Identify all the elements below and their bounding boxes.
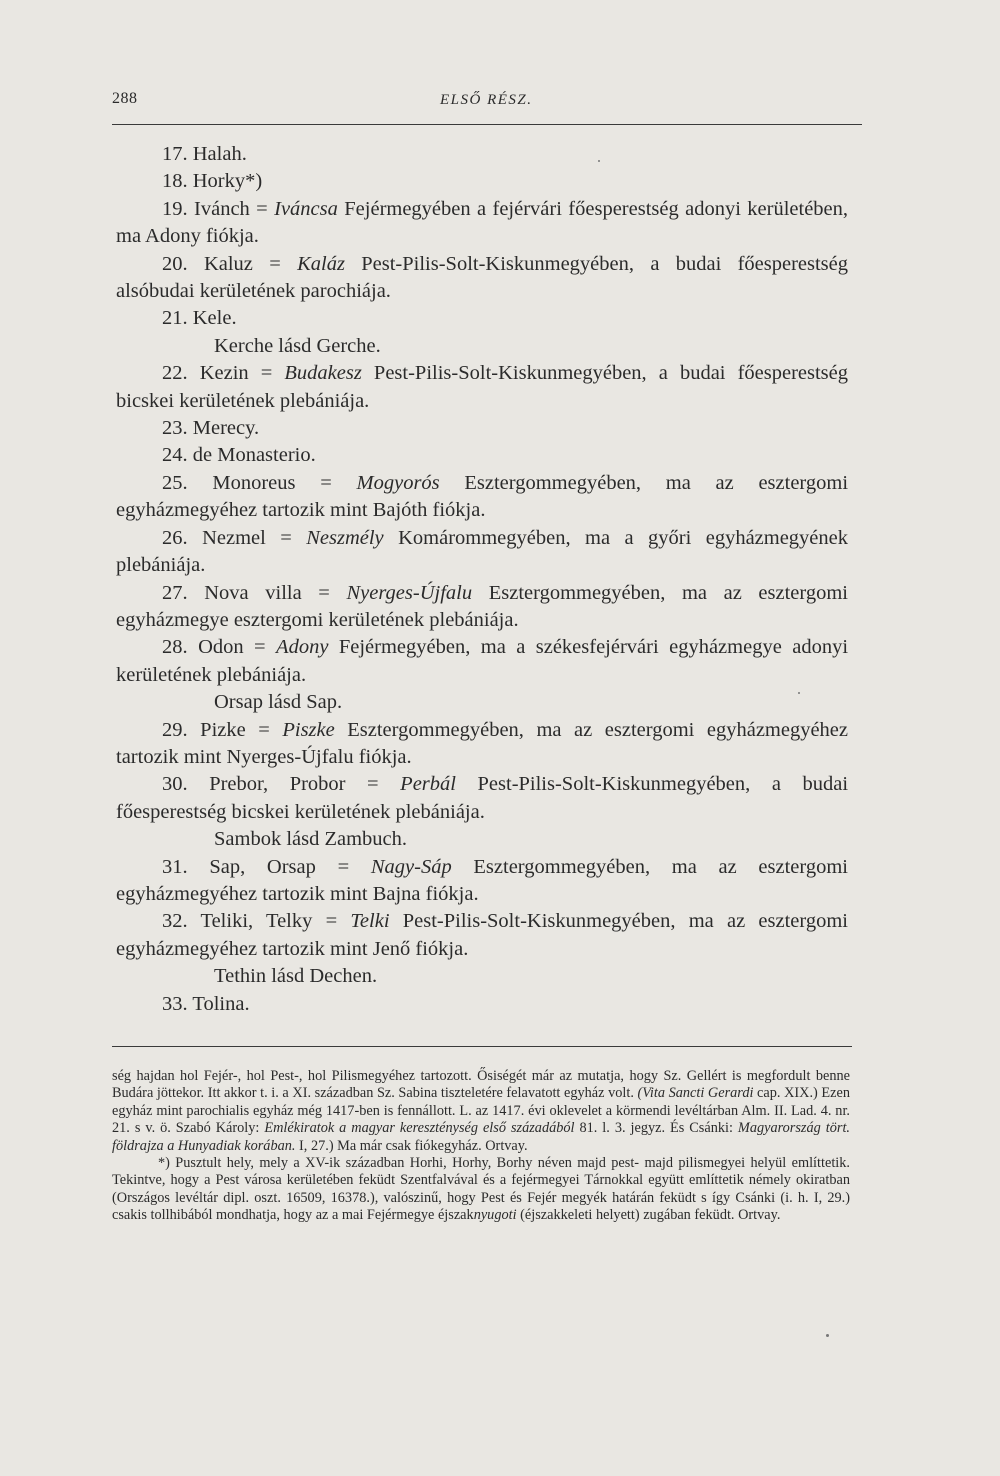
- footnote-run: (éjszakkeleti helyett) zugában feküdt. Ortvay.: [516, 1207, 781, 1224]
- scan-speck: [826, 1334, 829, 1337]
- place-entry: [116, 634, 848, 689]
- entry-description: Fejérmegyében, ma a székesfejérvári egyházmegye adonyi kerületének plebániája.: [116, 636, 849, 686]
- modern-name: Neszmély: [306, 526, 384, 549]
- entry-number: 18.: [162, 170, 188, 193]
- equals-sign: =: [252, 252, 298, 275]
- entry-number: 22.: [162, 362, 188, 385]
- place-entry: [116, 525, 848, 580]
- equals-sign: =: [243, 636, 277, 659]
- historic-name: Kezin: [199, 362, 249, 385]
- historic-name: Nezmel: [202, 526, 266, 549]
- place-entry: [116, 196, 848, 251]
- cross-reference: [116, 826, 848, 853]
- footnote-run: cap. XIX.) Ezen egyház mint parochialis egyház még 1417-ben is fennállott. L. az 1417. évi oklevelet a körmendi levéltárban Alm. II. Lad. 4. nr. 21. s v. ö. Szabó Károly:: [112, 1085, 850, 1137]
- equals-sign: =: [295, 471, 357, 494]
- place-entry: [116, 305, 848, 332]
- entry-description: Komárommegyében, ma a győri egyházmegyének plebániája.: [116, 526, 849, 577]
- modern-name: Nyerges-Újfalu: [346, 581, 473, 604]
- equals-sign: =: [245, 718, 283, 741]
- modern-name: Nagy-Sáp: [370, 855, 452, 878]
- place-entry: [116, 141, 848, 168]
- historic-name: Merecy.: [192, 417, 260, 440]
- footnote-run: (Vita Sancti Gerardi: [637, 1085, 754, 1102]
- entry-number: 31.: [162, 855, 188, 878]
- historic-name: Orsap lásd Sap.: [214, 691, 343, 714]
- place-entry: [116, 908, 848, 963]
- footnote-run: nyugoti: [473, 1207, 517, 1224]
- historic-name: Prebor, Probor: [209, 773, 346, 796]
- entry-description: Esztergommegyében, ma az esztergomi egyházmegyéhez tartozik mint Bajóth fiókja.: [116, 471, 849, 522]
- entry-description: Pest-Pilis-Solt-Kiskunmegyében, a budai főesperestség bicskei kerületének plebániája.: [116, 773, 849, 823]
- modern-name: Iváncsa: [274, 197, 338, 220]
- place-entry: [116, 442, 848, 469]
- equals-sign: =: [265, 526, 307, 549]
- place-entry: [116, 991, 848, 1018]
- historic-name: Kerche lásd Gerche.: [214, 334, 381, 357]
- place-entry: [116, 771, 848, 826]
- main-text: [116, 141, 848, 1018]
- footnote-run: I, 27.) Ma már csak fiókegyház. Ortvay.: [295, 1137, 528, 1154]
- place-entry: [116, 360, 848, 415]
- scan-speck: [798, 692, 800, 694]
- equals-sign: =: [345, 773, 401, 796]
- entry-description: Fejérmegyében a fejérvári főesperestség adonyi kerületében, ma Adony fiókja.: [116, 197, 849, 248]
- footnote-star: [112, 1155, 850, 1225]
- entry-number: 30.: [162, 773, 188, 796]
- running-title: ELSŐ RÉSZ.: [440, 92, 533, 108]
- historic-name: de Monasterio.: [192, 444, 316, 467]
- cross-reference: [116, 689, 848, 716]
- footnote-run: ség hajdan hol Fejér-, hol Pest-, hol Pilismegyéhez tartozott. Ősiségét már az mutatja, hogy Sz. Gellért is megfordult benne Budára jöttekor. Itt akkor t. i. a XI. században Sz. Sabina tiszteletére felavatott egyház volt.: [112, 1068, 850, 1102]
- footnotes: [112, 1068, 850, 1225]
- entry-number: 24.: [162, 444, 188, 467]
- place-entry: [116, 415, 848, 442]
- entry-number: 21.: [162, 307, 188, 330]
- page-number: 288: [112, 90, 138, 107]
- cross-reference: [116, 963, 848, 990]
- entry-number: 33.: [162, 992, 188, 1015]
- footnote-run: *) Pusztult hely, mely a XV-ik században Horhi, Horhy, Borhy néven majd pest- majd pilismegyei helyül említtetik. Tekintve, hogy a Pest városa kerületében feküdt Szentfalvával és a fejérmegyei Tárnokkal együtt említtetik némely okiratban (Országos levéltár dipl. oszt. 16509, 16378.), valószinű, hogy Pest és Fejér megyék határán feküdt s így Csánki (i. h. I, 29.) csakis tollhibából mondhatja, hogy az a mai Fejérmegye éjszak: [112, 1155, 850, 1224]
- historic-name: Kele.: [192, 307, 237, 330]
- entry-number: 29.: [162, 718, 188, 741]
- modern-name: Perbál: [400, 773, 456, 796]
- historic-name: Pizke: [200, 718, 246, 741]
- place-entry: [116, 854, 848, 909]
- entry-number: 19.: [162, 197, 188, 220]
- place-entry: [116, 168, 848, 195]
- entry-description: Pest-Pilis-Solt-Kiskunmegyében, a budai főesperestség bicskei kerületének plebániája.: [116, 362, 849, 412]
- entry-number: 25.: [162, 471, 188, 494]
- place-entry: [116, 470, 848, 525]
- historic-name: Teliki, Telky: [200, 910, 313, 933]
- scan-speck: [598, 160, 600, 162]
- entry-description: Pest-Pilis-Solt-Kiskunmegyében, a budai főesperestség alsóbudai kerületének parochiája.: [116, 252, 849, 303]
- historic-name: Tethin lásd Dechen.: [214, 965, 378, 988]
- equals-sign: =: [249, 197, 275, 220]
- place-entry: [116, 251, 848, 306]
- historic-name: Sap, Orsap: [209, 855, 316, 878]
- modern-name: Budakesz: [284, 362, 362, 385]
- place-entry: [116, 717, 848, 772]
- footnote-run: 81. l. 3. jegyz. És Csánki:: [574, 1120, 738, 1137]
- footnote-continuation: [112, 1068, 850, 1155]
- modern-name: Kaláz: [297, 252, 345, 275]
- modern-name: Telki: [350, 910, 390, 933]
- footnote-run: Magyarország tört. földrajza a Hunyadiak korában.: [112, 1120, 850, 1154]
- historic-name: Tolina.: [192, 992, 250, 1015]
- entry-description: Esztergommegyében, ma az esztergomi egyházmegye esztergomi kerületének plebániája.: [116, 581, 849, 631]
- historic-name: Horky*): [192, 170, 263, 193]
- historic-name: Kaluz: [203, 252, 253, 275]
- equals-sign: =: [315, 855, 371, 878]
- header-rule: [112, 124, 862, 125]
- equals-sign: =: [312, 910, 351, 933]
- entry-description: Esztergommegyében, ma az esztergomi egyházmegyéhez tartozik mint Bajna fiókja.: [116, 855, 848, 905]
- entry-number: 20.: [162, 252, 188, 275]
- entry-number: 23.: [162, 417, 188, 440]
- entry-description: Pest-Pilis-Solt-Kiskunmegyében, ma az esztergomi egyházmegyéhez tartozik mint Jenő fiókja.: [116, 910, 848, 960]
- modern-name: Mogyorós: [356, 471, 440, 494]
- historic-name: Halah.: [192, 143, 247, 165]
- footnote-run: Emlékiratok a magyar kereszténység első századából: [264, 1120, 575, 1137]
- entry-number: 32.: [162, 910, 188, 933]
- running-header: [112, 86, 864, 116]
- place-entry: [116, 580, 848, 635]
- cross-reference: [116, 333, 848, 360]
- historic-name: Odon: [198, 636, 244, 659]
- footnote-rule: [112, 1046, 852, 1047]
- modern-name: Piszke: [282, 718, 335, 741]
- entry-number: 17.: [162, 143, 188, 165]
- entry-number: 28.: [162, 636, 188, 659]
- historic-name: Ivánch: [194, 197, 250, 220]
- entry-number: 27.: [162, 581, 188, 604]
- modern-name: Adony: [276, 636, 329, 659]
- historic-name: Monoreus: [212, 471, 296, 494]
- historic-name: Sambok lásd Zambuch.: [214, 828, 408, 851]
- entry-description: Esztergommegyében, ma az esztergomi egyházmegyéhez tartozik mint Nyerges-Újfalu fiókja.: [116, 718, 849, 768]
- historic-name: Nova villa: [204, 581, 302, 604]
- equals-sign: =: [248, 362, 285, 385]
- entry-number: 26.: [162, 526, 188, 549]
- equals-sign: =: [301, 581, 347, 604]
